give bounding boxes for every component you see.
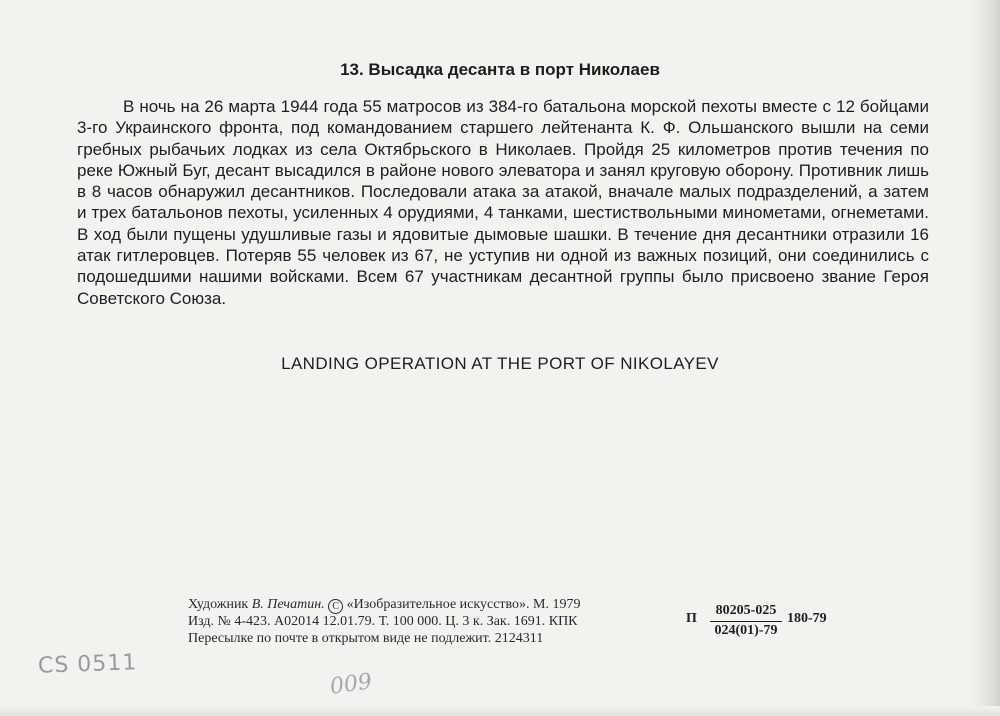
card-body-text: В ночь на 26 марта 1944 года 55 матросов из 384-го батальона морской пехоты вместе с 12 бойцами 3-го Украинского фронта, под командованием старшего лейтенанта К. Ф. Ольшанского вышли на семи гребных рыбачьих лодках из села Октябрьского в Николаев. Пройдя 25 километров против течения по реке Южный Буг, десант высадился в районе нового элеватора и занял круговую оборону. Противник лишь в 8 часов обнаружил десантников. Последовали атака за атакой, вначале малых подразделений, а затем и трех батальонов пехоты, усиленных 4 орудиями, 4 танками, шестиствольными минометами, огнеметами. В ход были пущены удушливые газы и ядовитые дымовые шашки. В течение дня десантники отразили 16 атак гитлеровцев. Потеряв 55 человек из 67, не уступив ни одной из важных позиций, они соединились с подошедшими нашими войсками. Всем 67 участникам десантной группы было присвоено звание Героя Советского Союза.	[77, 97, 929, 308]
artist-label: Художник	[188, 597, 249, 612]
index-numerator: 80205-025	[715, 603, 777, 618]
copyright-icon: C	[328, 599, 343, 614]
artist-name: В. Печатин.	[251, 597, 325, 612]
imprint-line-1	[188, 597, 581, 614]
index-prefix: П	[686, 611, 697, 626]
publisher-imprint	[188, 597, 581, 647]
index-denominator: 024(01)-79	[714, 623, 778, 638]
card-bottom-edge	[0, 706, 1000, 716]
publisher-name: «Изобразительное искусство». М. 1979	[346, 597, 581, 612]
fraction-bar	[710, 621, 782, 622]
imprint-line-2: Изд. № 4-423. А02014 12.01.79. Т. 100 000. Ц. 3 к. Зак. 1691. КПК	[188, 614, 578, 629]
imprint-line-3: Пересылке по почте в открытом виде не подлежит. 2124311	[188, 630, 544, 646]
english-title: LANDING OPERATION AT THE PORT OF NIKOLAYEV	[281, 354, 719, 373]
pencil-number: 009	[328, 669, 374, 700]
card-title: 13. Высадка десанта в порт Николаев	[340, 60, 660, 79]
archive-mark: CS 0511	[37, 650, 138, 679]
index-suffix: 180-79	[787, 611, 827, 626]
